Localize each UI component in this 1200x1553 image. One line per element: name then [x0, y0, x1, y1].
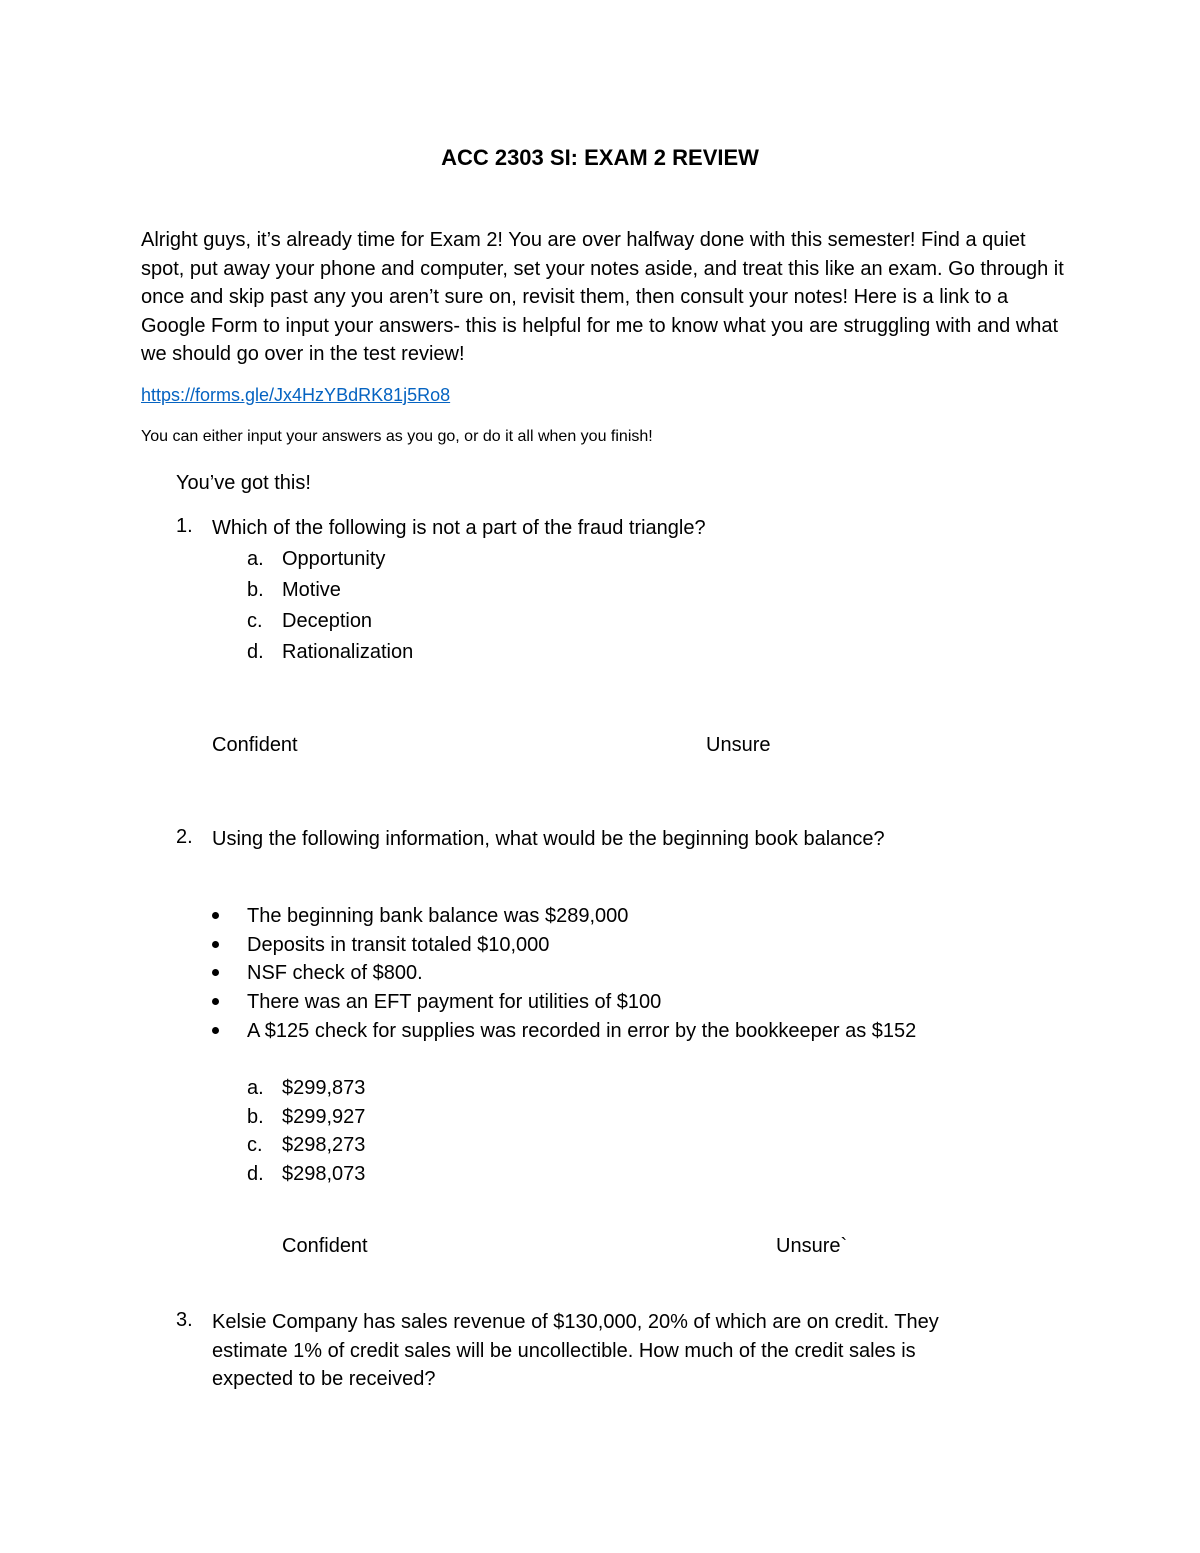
page-title: ACC 2303 SI: EXAM 2 REVIEW [441, 145, 759, 170]
q2-unsure-label[interactable]: Unsure` [776, 1235, 848, 1257]
question-3-line-3: expected to be received? [212, 1368, 436, 1390]
q1-option-a[interactable]: Opportunity [282, 548, 386, 570]
q2-fact-5: A $125 check for supplies was recorded in error by the bookkeeper as $152 [247, 1020, 917, 1042]
intro-paragraph: Alright guys, it’s already time for Exam 2! You are over halfway done with this semester! Find a quiet spot, put away your phone and computer, set your notes aside, and treat this like an exam. Go through it once and skip past any you aren’t sure on, revisit them, then consult your notes! Here is a link to a Google Form to input your answers- this is helpful for me to know what you are struggling with and what we should go over in the test review! [141, 229, 1064, 366]
q1-option-a-letter: a. [247, 548, 264, 570]
q2-option-a[interactable]: $299,873 [282, 1077, 366, 1099]
q2-option-c-letter: c. [247, 1134, 263, 1156]
question-2-text: Using the following information, what would be the beginning book balance? [212, 828, 885, 850]
q2-option-d[interactable]: $298,073 [282, 1163, 366, 1185]
q2-confident-label[interactable]: Confident [282, 1235, 368, 1257]
question-1-text: Which of the following is not a part of the fraud triangle? [212, 517, 706, 539]
q2-option-b-letter: b. [247, 1106, 264, 1128]
q1-option-c[interactable]: Deception [282, 610, 373, 632]
q1-option-d[interactable]: Rationalization [282, 641, 414, 663]
q1-option-c-letter: c. [247, 610, 263, 632]
q1-option-d-letter: d. [247, 641, 264, 663]
bullet-dot [212, 912, 219, 919]
question-2-number: 2. [176, 826, 193, 848]
encouragement-text: You’ve got this! [176, 472, 311, 494]
q1-unsure-label[interactable]: Unsure [706, 734, 771, 756]
input-answers-note: You can either input your answers as you go, or do it all when you finish! [141, 428, 653, 445]
q1-confident-label[interactable]: Confident [212, 734, 298, 756]
bullet-dot [212, 998, 219, 1005]
question-3-line-2: estimate 1% of credit sales will be uncollectible. How much of the credit sales is [212, 1340, 916, 1362]
q2-fact-1: The beginning bank balance was $289,000 [247, 905, 629, 927]
bullet-dot [212, 1027, 219, 1034]
bullet-dot [212, 969, 219, 976]
q1-option-b[interactable]: Motive [282, 579, 341, 601]
q2-option-b[interactable]: $299,927 [282, 1106, 366, 1128]
q2-fact-2: Deposits in transit totaled $10,000 [247, 934, 550, 956]
question-3-number: 3. [176, 1309, 193, 1331]
question-1-number: 1. [176, 515, 193, 537]
google-form-link[interactable]: https://forms.gle/Jx4HzYBdRK81j5Ro8 [141, 385, 451, 405]
q2-fact-4: There was an EFT payment for utilities of $100 [247, 991, 662, 1013]
q2-option-a-letter: a. [247, 1077, 264, 1099]
q2-option-d-letter: d. [247, 1163, 264, 1185]
q2-fact-3: NSF check of $800. [247, 962, 423, 984]
bullet-dot [212, 941, 219, 948]
q1-option-b-letter: b. [247, 579, 264, 601]
question-3-line-1: Kelsie Company has sales revenue of $130,000, 20% of which are on credit. They [212, 1311, 939, 1333]
q2-option-c[interactable]: $298,273 [282, 1134, 366, 1156]
